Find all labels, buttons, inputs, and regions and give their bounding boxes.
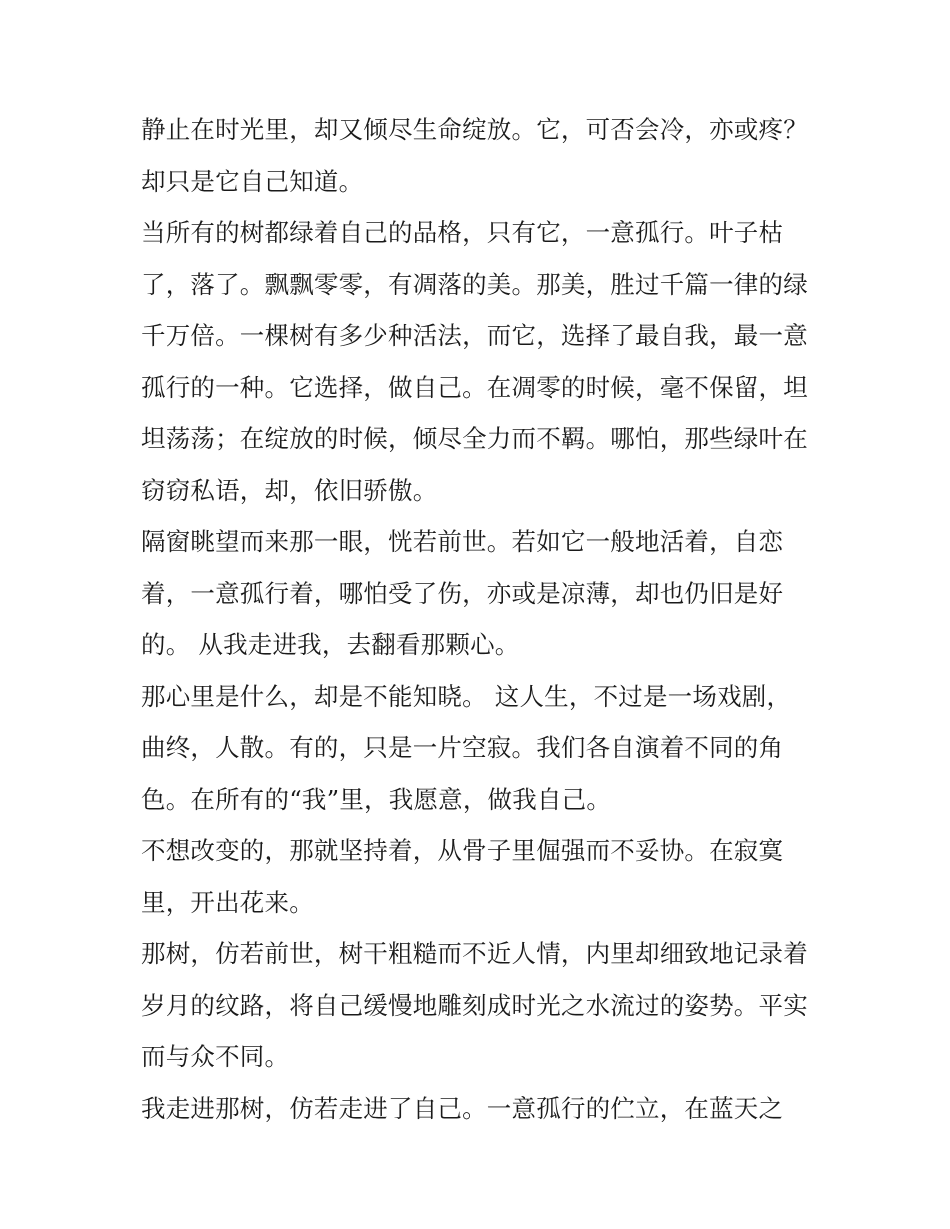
text-line: 静止在时光里，却又倾尽生命绽放。它，可否会冷，亦或疼？ <box>141 115 808 144</box>
text-line: 坦荡荡；在绽放的时候，倾尽全力而不羁。哪怕，那些绿叶在 <box>141 424 808 453</box>
text-line: 那树，仿若前世，树干粗糙而不近人情，内里却细致地记录着 <box>141 939 808 968</box>
text-line: 不想改变的，那就坚持着，从骨子里倔强而不妥协。在寂寞 <box>141 836 784 865</box>
text-line: 了，落了。飘飘零零，有凋落的美。那美，胜过千篇一律的绿 <box>141 269 808 299</box>
text-line: 当所有的树都绿着自己的品格，只有它，一意孤行。叶子枯 <box>141 218 784 247</box>
text-line: 色。在所有的“我”里，我愿意，做我自己。 <box>141 784 612 814</box>
text-line: 里，开出花来。 <box>141 887 314 917</box>
text-line: 而与众不同。 <box>141 1042 290 1071</box>
text-line: 岁月的纹路，将自己缓慢地雕刻成时光之水流过的姿势。平实 <box>141 990 808 1020</box>
text-line: 千万倍。一棵树有多少种活法，而它，选择了最自我，最一意 <box>141 321 808 350</box>
text-line: 我走进那树，仿若走进了自己。一意孤行的伫立，在蓝天之 <box>141 1093 784 1123</box>
text-line: 着，一意孤行着，哪怕受了伤，亦或是凉薄，却也仍旧是好 <box>141 578 784 608</box>
text-line: 那心里是什么，却是不能知晓。 这人生，不过是一场戏剧， <box>141 681 792 711</box>
text-line: 却只是它自己知道。 <box>141 166 364 196</box>
text-body <box>141 104 821 1134</box>
text-line: 窃窃私语，却，依旧骄傲。 <box>141 475 438 505</box>
text-line: 曲终，人散。有的，只是一片空寂。我们各自演着不同的角 <box>141 733 784 762</box>
text-line: 隔窗眺望而来那一眼，恍若前世。若如它一般地活着，自恋 <box>141 527 784 556</box>
text-line: 孤行的一种。它选择，做自己。在凋零的时候，毫不保留，坦 <box>141 372 808 402</box>
text-line: 的。 从我走进我，去翻看那颗心。 <box>141 630 520 659</box>
